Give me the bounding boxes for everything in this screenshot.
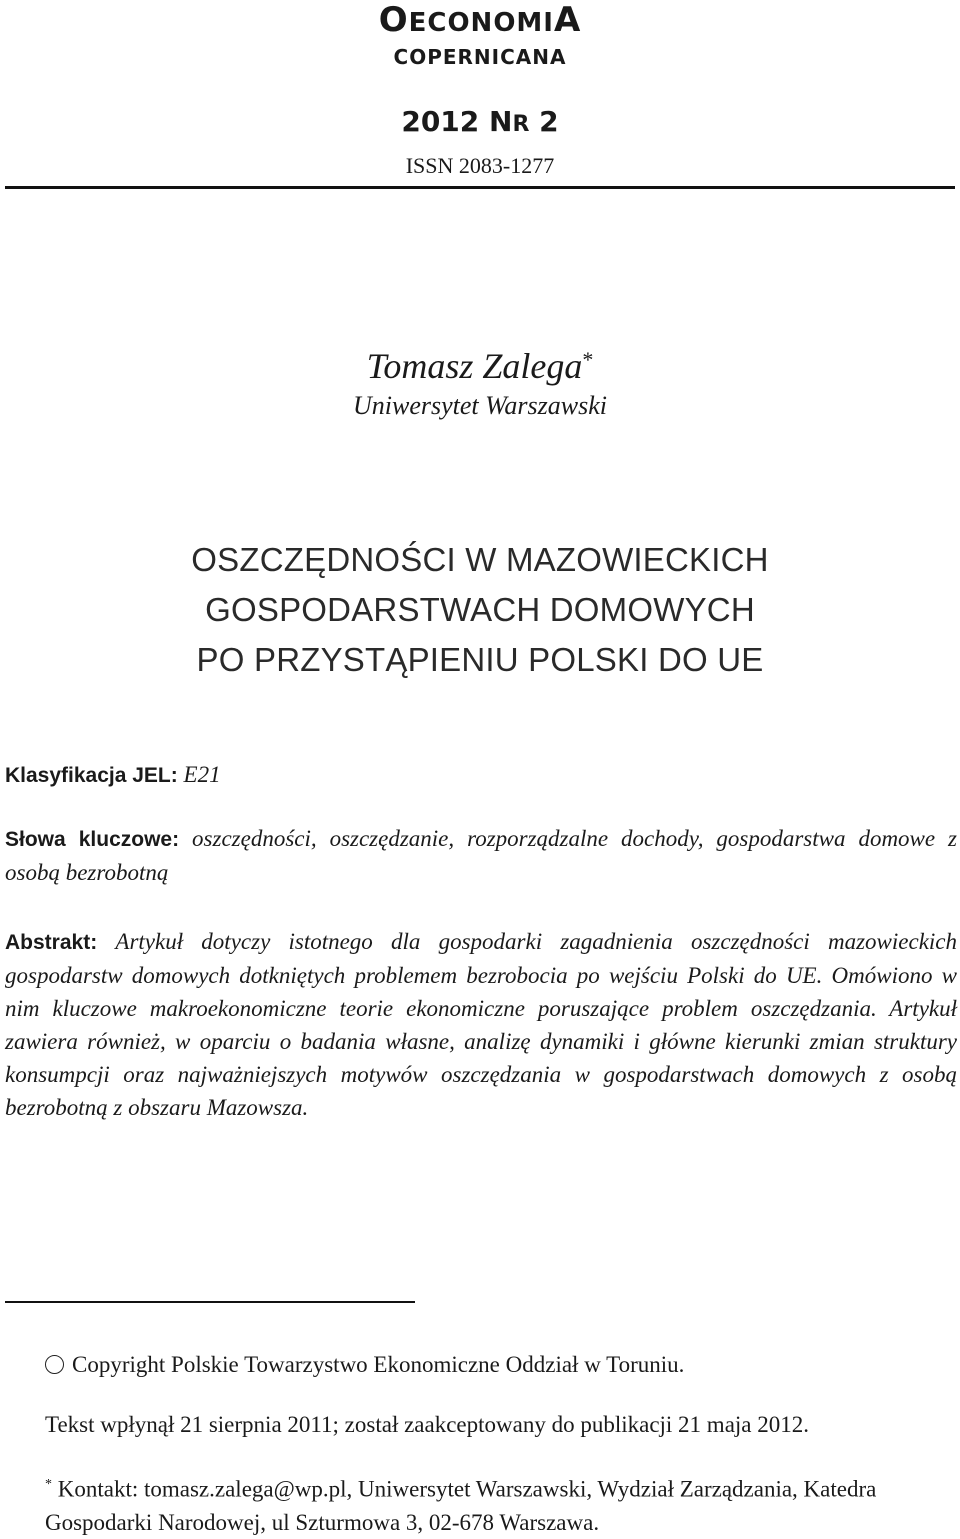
issue-number: 2 <box>539 105 559 138</box>
issue-year: 2012 <box>401 105 480 138</box>
abstract-text: Artykuł dotyczy istotnego dla gospodarki zagadnienia oszczędności mazowieckich gospodarstw domowych dotkniętych problemem bezrobocia po wejściu Polski do UE. Omówiono w nim kluczowe makroekonomiczne teorie ekonomiczne poruszające problem oszczędzania. Artykuł zawiera również, w oparciu o badania własne, analizę dynamiki i główne kierunki zmian struktury konsumpcji oraz najważniejszych motywów oszczędzania w gospodarstwach domowych z osobą bezrobotną z obszaru Mazowsza. <box>5 929 957 1120</box>
copyright-note <box>45 1348 945 1381</box>
abstract-label: Abstrakt: <box>5 931 98 954</box>
journal-issn: ISSN 2083-1277 <box>405 153 555 178</box>
keywords-value: oszczędności, oszczędzanie, rozporządzalne dochody, gospodarstwa domowe z osobą bezrobotną <box>5 826 958 885</box>
article-title-line: OSZCZĘDNOŚCI W MAZOWIECKICH <box>191 541 769 578</box>
issue-label-rest: R <box>512 112 530 137</box>
author-name-text: Tomasz Zalega <box>366 346 583 386</box>
keywords <box>5 822 957 889</box>
journal-title-initial: O <box>378 0 409 40</box>
author-block <box>0 342 960 422</box>
contact-footnote-marker: * <box>45 1477 52 1492</box>
footnote-divider <box>5 1301 415 1303</box>
keywords-label: Słowa kluczowe: <box>5 828 180 851</box>
contact-text[interactable]: Kontakt: tomasz.zalega@wp.pl, Uniwersytet Warszawski, Wydział Zarządzania, Katedra Gospodarki Narodowej, ul Szturmowa 3, 02-678 Warszawa. <box>45 1476 877 1535</box>
copyright-icon <box>45 1355 64 1374</box>
journal-issue <box>0 106 960 141</box>
abstract <box>5 925 957 1124</box>
jel-value: E21 <box>183 762 221 787</box>
article-title <box>0 535 960 685</box>
jel-label: Klasyfikacja JEL: <box>5 764 178 787</box>
journal-subtitle: COPERNICANA <box>393 45 567 69</box>
author-name <box>367 346 594 386</box>
author-footnote-marker[interactable]: * <box>582 347 594 372</box>
article-title-line: PO PRZYSTĄPIENIU POLSKI DO UE <box>196 641 764 678</box>
received-note: Tekst wpłynął 21 sierpnia 2011; został zaakceptowany do publikacji 21 maja 2012. <box>45 1412 810 1437</box>
contact-footnote <box>45 1468 945 1539</box>
journal-title-final: A <box>553 0 582 40</box>
jel-classification <box>5 758 957 792</box>
journal-title <box>0 0 960 43</box>
author-affiliation: Uniwersytet Warszawski <box>353 391 607 420</box>
issue-label-initial: N <box>489 105 513 138</box>
article-title-line: GOSPODARSTWACH DOMOWYCH <box>205 591 755 628</box>
journal-header <box>0 0 960 179</box>
header-divider <box>5 186 955 189</box>
copyright-text: Copyright Polskie Towarzystwo Ekonomiczne Oddział w Toruniu. <box>72 1352 685 1377</box>
journal-title-smallcaps: ECONOMI <box>408 8 554 38</box>
